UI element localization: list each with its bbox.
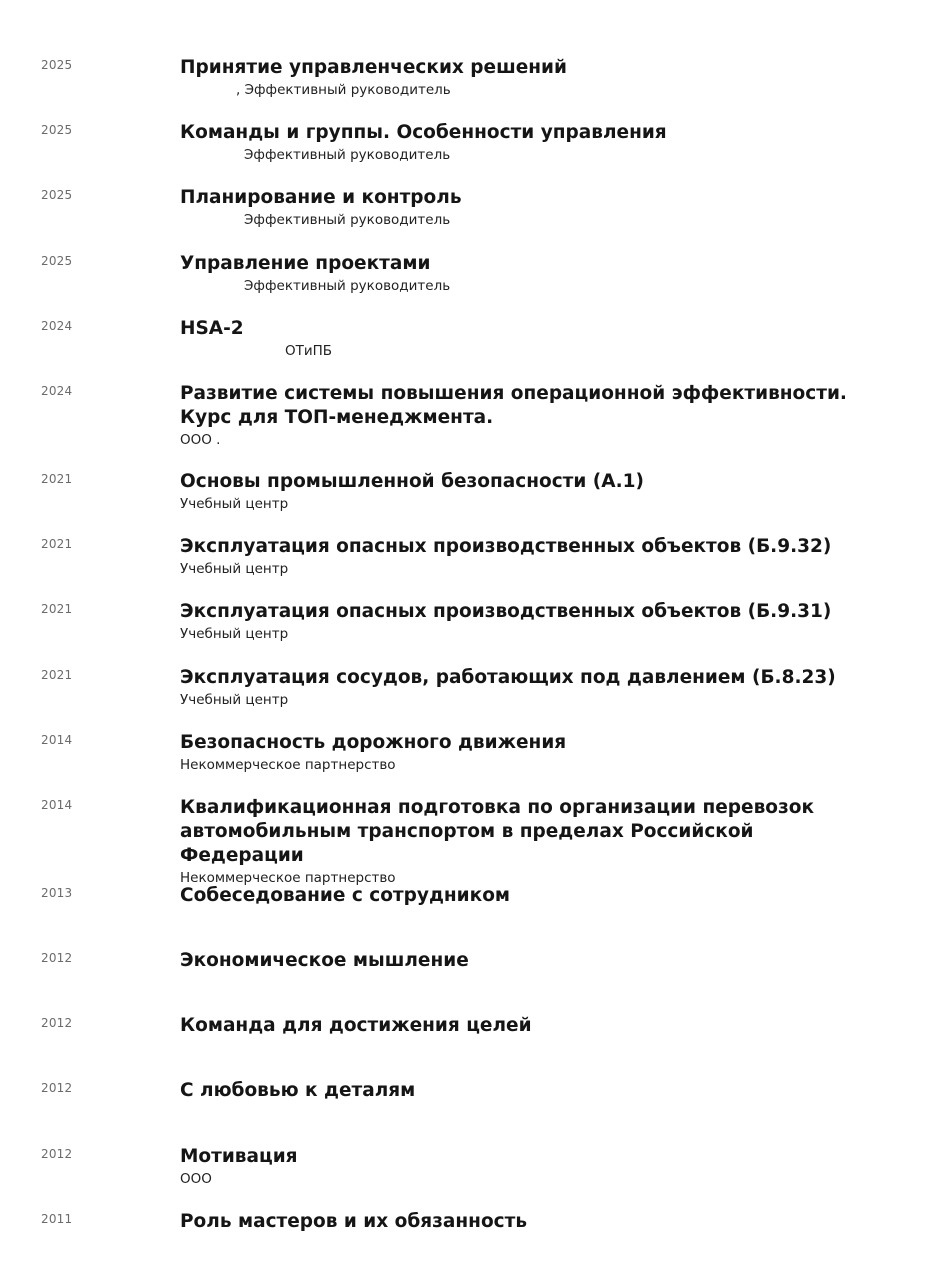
list-item [0, 1145, 927, 1210]
entry-year: 2021 [41, 537, 73, 552]
list-item [0, 317, 927, 382]
entry-title-text: Роль мастеров и их обязанность [180, 1210, 528, 1232]
entry-year: 2025 [41, 58, 73, 72]
entry-title-text: Безопасность дорожного движения [180, 731, 567, 753]
entry-title-text: Развитие системы повышения операционной эффективности. Курс для ТОП-менеджмента. [180, 382, 847, 428]
list-item [0, 382, 927, 470]
entry-title [180, 600, 880, 644]
list-item [0, 731, 927, 796]
list-item [0, 884, 927, 949]
entry-year: 2025 [41, 188, 73, 203]
entry-title [180, 56, 880, 100]
entry-title [180, 1210, 880, 1234]
entry-organization: Учебный центр [180, 495, 289, 512]
entry-title-text: Команда для достижения целей [180, 1015, 532, 1037]
entry-organization: Некоммерческое партнерство [180, 869, 396, 886]
entry-title-text: Квалификационная подготовка по организации перевозок автомобильным транспортом в пределах Российской Федерации [180, 796, 815, 866]
education-list [0, 56, 927, 1275]
entry-year: 2014 [41, 732, 73, 747]
entry-title [180, 666, 880, 710]
entry-title [180, 1014, 880, 1038]
entry-year: 2024 [41, 318, 73, 333]
list-item [0, 949, 927, 1014]
list-item [0, 56, 927, 121]
entry-title [180, 884, 880, 908]
entry-title-text: HSA-2 [180, 317, 244, 339]
entry-title-text: Эксплуатация опасных производственных объектов (Б.9.32) [180, 536, 832, 558]
entry-organization: Учебный центр [180, 626, 289, 643]
entry-title [180, 252, 880, 296]
entry-organization: ООО [180, 1170, 212, 1187]
entry-year: 2012 [41, 1146, 73, 1161]
list-item [0, 535, 927, 600]
entry-title-text: Мотивация [180, 1145, 298, 1167]
entry-organization: Учебный центр [180, 561, 289, 578]
list-item [0, 1079, 927, 1144]
entry-organization: Эффективный руководитель [244, 277, 451, 294]
entry-title-text: Экономическое мышление [180, 950, 469, 972]
entry-title [180, 317, 880, 361]
entry-title-text: Принятие управленческих решений [180, 57, 567, 78]
entry-title [180, 796, 880, 888]
entry-organization: , Эффективный руководитель [236, 82, 451, 98]
entry-year: 2021 [41, 667, 73, 682]
entry-title-text: Эксплуатация сосудов, работающих под давлением (Б.8.23) [180, 666, 836, 688]
entry-title [180, 121, 880, 165]
entry-organization: ООО . [180, 431, 221, 448]
entry-title-text: Эксплуатация опасных производственных объектов (Б.9.31) [180, 601, 832, 623]
entry-organization: Некоммерческое партнерство [180, 756, 396, 773]
entry-title [180, 470, 880, 514]
entry-year: 2021 [41, 471, 73, 486]
entry-title [180, 535, 880, 579]
entry-year: 2014 [41, 797, 73, 812]
entry-year: 2013 [41, 885, 73, 900]
entry-title-text: Основы промышленной безопасности (А.1) [180, 470, 644, 492]
entry-title-text: Собеседование с сотрудником [180, 884, 511, 906]
entry-year: 2011 [41, 1211, 73, 1226]
entry-title [180, 382, 880, 450]
list-item [0, 796, 927, 884]
entry-year: 2021 [41, 602, 73, 617]
list-item [0, 252, 927, 317]
entry-title-text: Команды и группы. Особенности управления [180, 122, 667, 144]
list-item [0, 121, 927, 186]
entry-title [180, 186, 880, 230]
entry-organization: Эффективный руководитель [244, 147, 451, 164]
entry-title-text: Управление проектами [180, 252, 431, 274]
entry-year: 2025 [41, 123, 73, 138]
entry-year: 2012 [41, 1081, 73, 1096]
entry-year: 2025 [41, 253, 73, 268]
entry-year: 2012 [41, 951, 73, 966]
list-item [0, 600, 927, 665]
entry-year: 2012 [41, 1016, 73, 1031]
list-item [0, 666, 927, 731]
entry-title [180, 1079, 880, 1103]
entry-organization: ОТиПБ [285, 342, 333, 359]
entry-organization: Учебный центр [180, 691, 289, 708]
entry-title [180, 1145, 880, 1189]
list-item [0, 186, 927, 251]
entry-organization: Эффективный руководитель [244, 212, 451, 229]
entry-title-text: С любовью к деталям [180, 1080, 416, 1102]
entry-title-text: Планирование и контроль [180, 187, 462, 209]
list-item [0, 1014, 927, 1079]
entry-title [180, 731, 880, 775]
list-item [0, 1210, 927, 1275]
entry-year: 2024 [41, 383, 73, 398]
entry-title [180, 949, 880, 973]
list-item [0, 470, 927, 535]
